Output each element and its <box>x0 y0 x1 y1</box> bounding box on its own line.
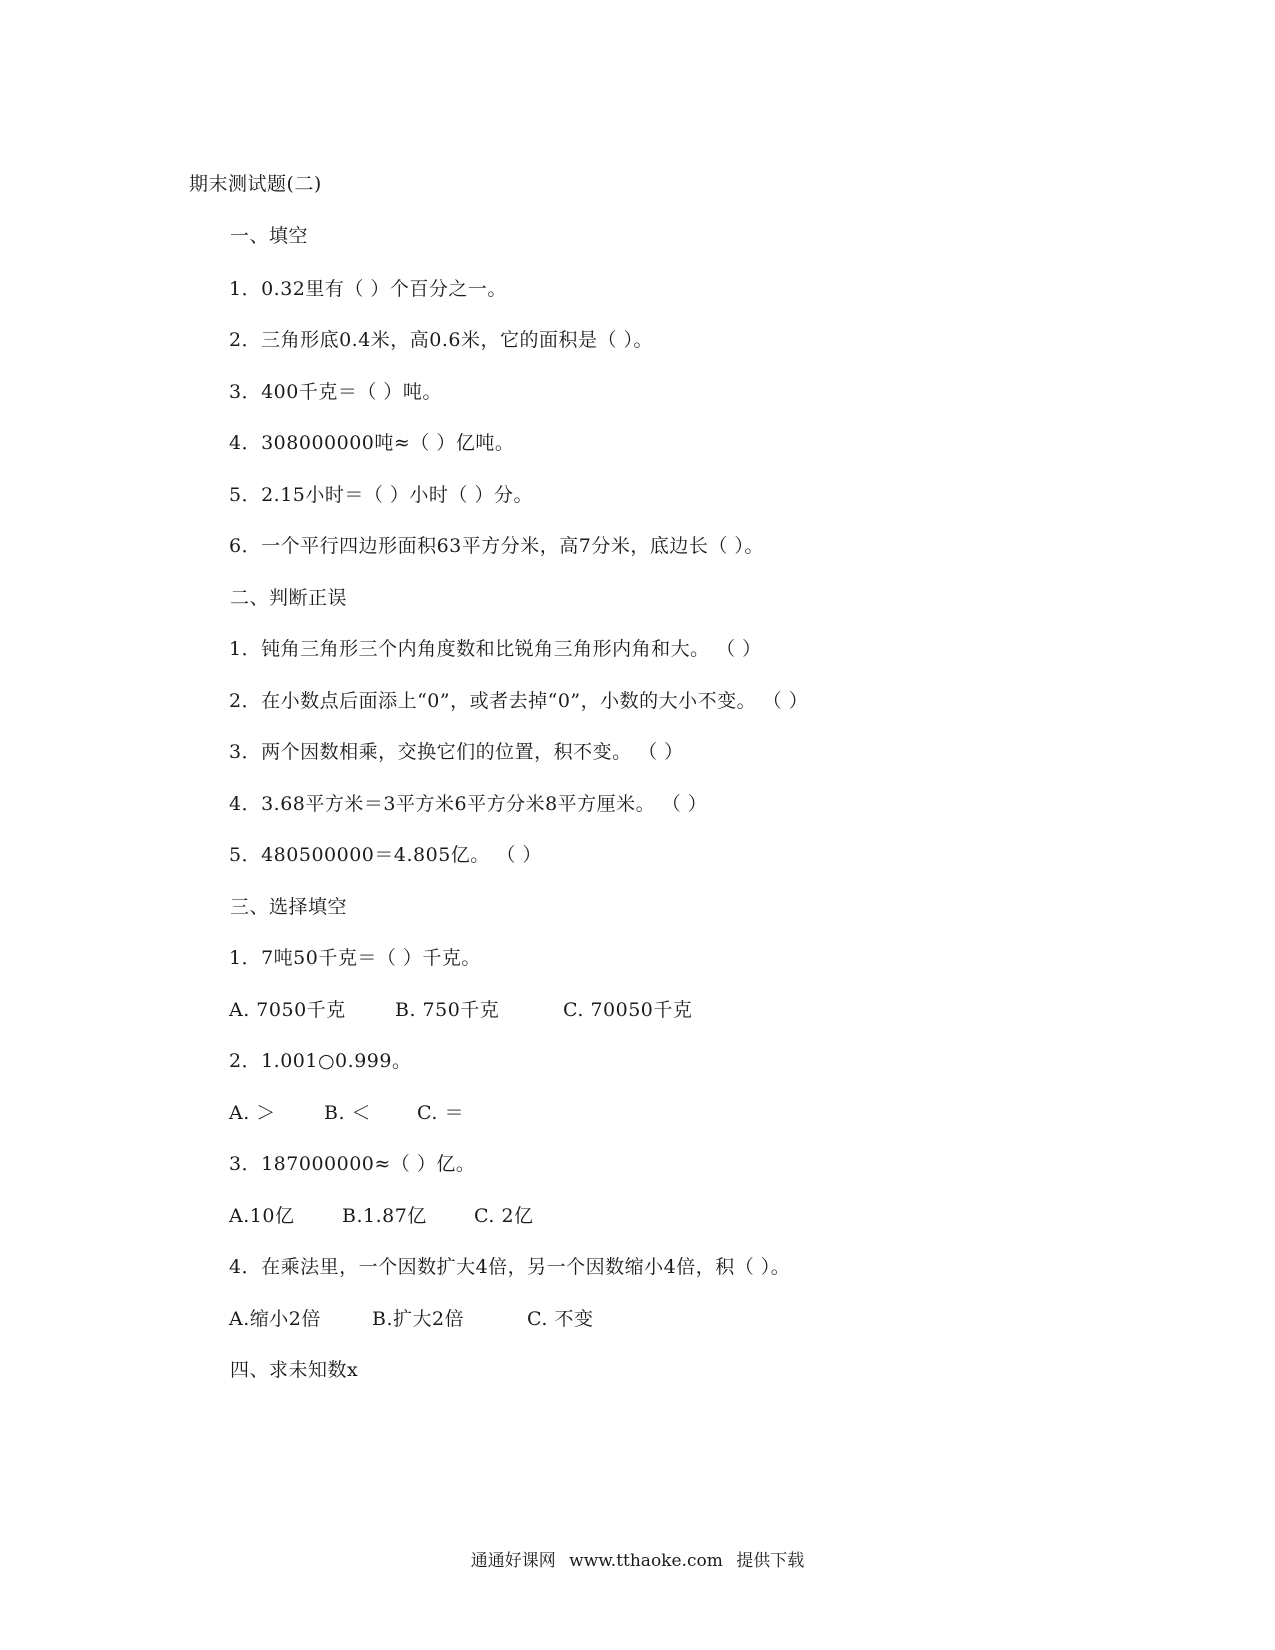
choice-row <box>229 1101 464 1125</box>
choice-option: C. ＝ <box>417 1102 464 1124</box>
choice-option: C. 2亿 <box>474 1205 534 1227</box>
page-footer <box>0 1550 1275 1572</box>
question-item: 1．0.32里有（ ）个百分之一。 <box>229 278 507 300</box>
document-title: 期末测试题(二) <box>189 173 322 195</box>
choice-row <box>229 1307 593 1331</box>
section-heading-solve-x: 四、求未知数x <box>230 1359 359 1381</box>
question-stem: 1．7吨50千克＝（ ）千克。 <box>229 947 481 969</box>
choice-option: A. 7050千克 <box>229 999 346 1021</box>
choice-option: B. ＜ <box>324 1102 372 1124</box>
choice-option: C. 70050千克 <box>563 999 693 1021</box>
question-stem: 3．187000000≈（ ）亿。 <box>229 1153 476 1175</box>
question-item: 2．三角形底0.4米，高0.6米，它的面积是（ ）。 <box>229 329 654 351</box>
question-item: 3．400千克＝（ ）吨。 <box>229 381 442 403</box>
question-stem: 4．在乘法里，一个因数扩大4倍，另一个因数缩小4倍，积（ ）。 <box>229 1256 791 1278</box>
choice-option: B.扩大2倍 <box>372 1308 465 1330</box>
footer-url: www.tthaoke.com <box>569 1551 723 1571</box>
choice-row <box>229 1204 534 1228</box>
question-stem: 2．1.001○0.999。 <box>229 1050 412 1072</box>
section-heading-multiple-choice: 三、选择填空 <box>230 896 348 918</box>
question-item: 1．钝角三角形三个内角度数和比锐角三角形内角和大。 （ ） <box>229 638 762 660</box>
footer-site-name: 通通好课网 <box>470 1551 556 1571</box>
choice-option: A. ＞ <box>229 1102 276 1124</box>
choice-option: B.1.87亿 <box>342 1205 427 1227</box>
choice-row <box>229 998 692 1022</box>
section-heading-fill-blank: 一、填空 <box>230 225 309 247</box>
question-item: 5．480500000＝4.805亿。 （ ） <box>229 844 542 866</box>
choice-option: A.10亿 <box>229 1205 295 1227</box>
choice-option: B. 750千克 <box>395 999 500 1021</box>
choice-option: A.缩小2倍 <box>229 1308 321 1330</box>
section-heading-true-false: 二、判断正误 <box>230 587 348 609</box>
question-item: 5．2.15小时＝（ ）小时（ ）分。 <box>229 484 533 506</box>
question-item: 3．两个因数相乘，交换它们的位置，积不变。 （ ） <box>229 741 684 763</box>
question-item: 4．308000000吨≈（ ）亿吨。 <box>229 432 515 454</box>
choice-option: C. 不变 <box>527 1308 594 1330</box>
question-item: 6．一个平行四边形面积63平方分米，高7分米，底边长（ ）。 <box>229 535 764 557</box>
question-item: 4．3.68平方米＝3平方米6平方分米8平方厘米。 （ ） <box>229 793 708 815</box>
footer-note: 提供下载 <box>736 1551 805 1571</box>
question-item: 2．在小数点后面添上“0”，或者去掉“0”，小数的大小不变。 （ ） <box>229 690 809 712</box>
